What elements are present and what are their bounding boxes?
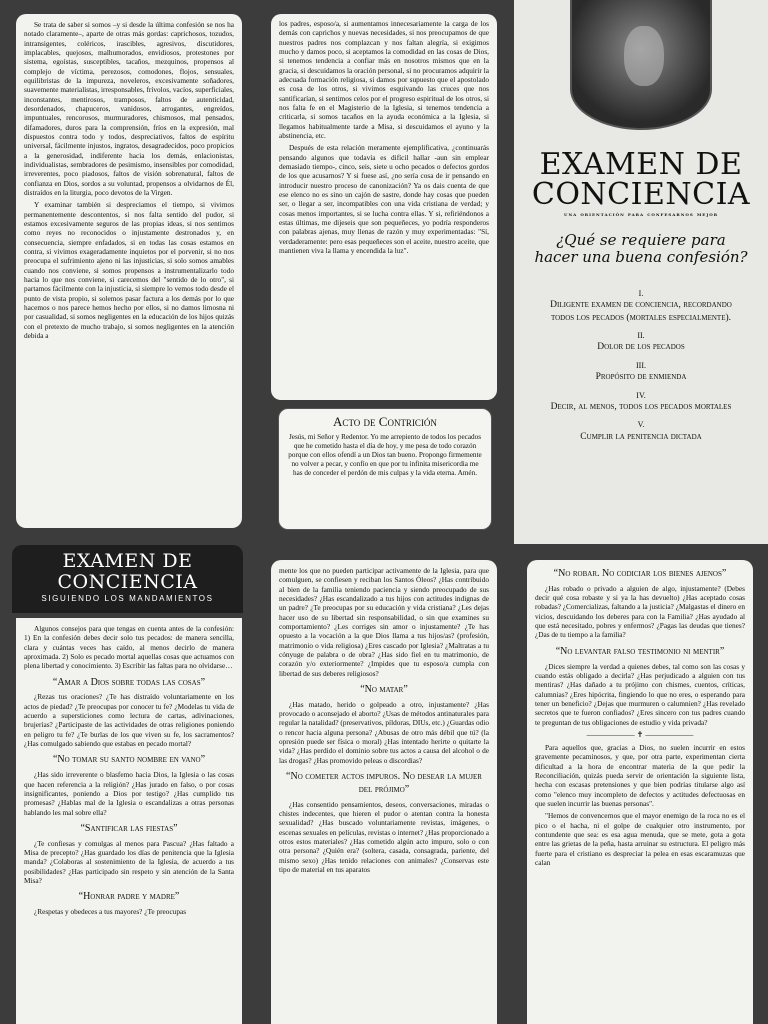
paragraph: ¿Respetas y obedeces a tus mayores? ¿Te preocupas [34,907,187,917]
text-panel-bottom-left [16,618,242,1024]
paragraph: ¿Has sido irreverente o blasfemo hacia Dios, la Iglesia o las cosas que hacen referencia a la religión? ¿Has jurado en falso, o por cosas insignificantes, poniendo a Dios por testigo? ¿Has cumplido tus promesas? ¿Hablas mal de la Iglesia o escandalizas a otras personas hablando les mal sobre ella? [24,770,234,817]
commandment-heading: “No robar. No codiciar los bienes ajenos” [553,568,727,579]
commandment-heading: “No tomar su santo nombre en vano” [52,754,206,766]
paragraph: Y examinar también si despreciamos el tiempo, si vivimos permanentemente descontentos, si nos falta sentido del pudor, si estamos excesivamente seguros de las propias ideas, si nos sentimos como reyes no reconocidos o injustamente destronados y, en consecuencia, siempre enfadados, si en todas las cosas estamos en contra, si vivimos exageradamente inquietos por el porvenir, si no nos preocupa el sufrimiento ajeno ni las injusticias, si solo somos amables cuando nos conviene, si somos propensos a instrumentalizarlo todo hacia lo que nos conviene, si carecemos del "sentido de lo otro", si partamos fácilmente con la injusticia, si siempre lo vemos todo desde el punto de vista propio, si solemos pasar factura a los demás por lo que hacemos o nos parece hemos hecho por ellos, si no damos limosna ni por casualidad, si somos negligentes en la educación de los hijos quizás con el pretexto de mucho trabajo, si somos negligentes en la atención debida a [24,200,234,340]
paragraph: ¿Has robado o privado a alguien de algo, injustamente? (Debes decir qué cosa robaste y si ya la has devuelto) ¿Has aceptado cosas robadas? ¿Comercializas, faltando a la justicia? ¿Malgastas el dinero en vicios, descuidando los deberes para con la Familia? ¿Has ayudado al que está necesitado, pobres y enfermos? ¿Pagas las deudas que tienes? ¿Das de tu tiempo a la familia? [535,583,745,640]
cover-title [514,147,768,212]
paragraph: ¿Has matado, herido o golpeado a otro, injustamente? ¿Has provocado o aconsejado el aborto? ¿Usas de métodos antinaturales para regular la natalidad? (preservativos, píldoras, DIUs, etc.) ¿Guardas odio o rencor hacia alguna persona? ¿Abusas de otro más débil que tú? (la opresión puede ser física o moral) ¿Has intentado herirte o quitarte la vida? ¿Has perdido el dominio sobre tus actos a causa del alcohol o de las drogas? ¿Has promovido peleas o discordias? [279,699,489,765]
paragraph: mente los que no pueden participar activamente de la Iglesia, para que comulguen, se confiesen y reciban los Santos Óleos? ¿Has contribuido al bien de la familia teniendo paciencia y siendo preocupado de sus necesidades? ¿Has escandalizado a tus hijos con actitudes indignas de un padre? ¿Te preocupas por su educación y vida cristiana? ¿Les dejas hacer uso de su libertad sin responsabilidad, o sin que examines su comportamiento? ¿Les corriges sin amor o injustamente? ¿Te has opuesto a la vocación a la que Dios llama a tus hijos/as? (profesión, matrimonio o vida religiosa) ¿Eres cascado por Iglesia? ¿Maltratas a tu cónyuge de palabra o de obra? ¿Has sido fiel en tu matrimonio, de corazón y/o exteriormente? ¿Impides que tu esposo/a cumpla con libertad de sus deberes religiosos? [279,566,489,678]
step-number: II. [637,331,645,341]
step-number: I. [638,289,644,298]
commandments-banner [12,545,243,613]
paragraph: Se trata de saber si somos –y si desde la última confesión se nos ha notado claramente–, aparte de otras más gordas: caprichosos, tozudos, intransigentes, coléricos, irascibles, agresivos, discutidores, implacables, quejosos, malhumorados, envidiosos, protestones por sistema, egoístas, susceptibles, tacaños, mezquinos, propensos al complejo de víctima, perezosos, comodones, flojos, sensuales, equilibristas de la impureza, noveleros, excesivamente soñadores, suavemente materialistas, irresponsables, frívolos, vacíos, superficiales, inconstantes, mentirosos, tramposos, faltos de autenticidad, desordenados, chapuceros, vanidosos, arrogantes, engreídos, impuntuales, rencorosos, murmuradores, chismosos, mal pensados, difamadores, duros para la comprensión, fríos en la expresión, mal dispuestos contra todo y todos, despreciativos, faltos de espíritu universal, fácilmente injustos, ingratos, desagradecidos, poco propicios a la generosidad, indiferente hacia los demás, enlacionistas, individualistas, sembradores de pesimismo, insensibles por comodidad, irreverentes, poco piadosos, faltos de visión sobrenatural, faltos de confianza en Dios, sordos a su voluntad, propensos a olvidarnos de Él, distraídos en la liturgia, poco devotos de la Virgen. [24,20,234,197]
act-of-contrition-box [278,408,492,530]
intro-paragraph: Algunos consejos para que tengas en cuenta antes de la confesión: 1) En la confesión debes decir solo tus pecados: de manera sencilla, clara y cuántas veces has caído, al menos decirlo de manera aproximada. 2) Solo es pecado mortal aquellas cosas que actuamos con plena libertad y conocimiento. 3) Escribir las faltas para no olvidarse… [24,624,234,671]
cover-title-line1: EXAMEN DE [539,147,743,182]
step-text: Diligente examen de conciencia, recordando todos los pecados (mortales especialmente). [550,300,732,323]
text-panel-bottom-middle [271,560,497,1024]
cover-panel [514,0,768,544]
banner-title [12,551,243,592]
text-panel-top-middle [271,14,497,400]
commandment-heading: “Amar a Dios sobre todas las cosas” [52,676,206,688]
cover-question: ¿Qué se requiere para hacer una buena confesión? [534,231,748,266]
paragraph: "Hemos de convencernos que el mayor enemigo de la roca no es el pico o el hacha, ni el golpe de cualquier otro instrumento, por contundente que sea: es esa agua menuda, que se mete, gota a gota entre las grietas de la peña, hasta arruinar su estructura. El peligro más fuerte para el cristiano es despreciar la pelea en esas escaramuzas que calan [535,811,745,868]
step-number: IV. [636,390,646,400]
paragraph: ¿Dices siempre la verdad a quienes debes, tal como son las cosas y cuando estás obligado a decirla? ¿Has perjudicado a alguien con tus mentiras? ¿Has dañado a tu prójimo con chismes, cuentos, críticas, calumnias? ¿Eres hipócrita, fingiendo lo que no eres, o esperando para tener un beneficio? ¿Dejas que murmuren o calumnien? ¿Has revelado secretos que te fueron confiados? ¿Eres sincero con tus padres cuando te preguntan de tus obligaciones de estudio y vida privada? [535,661,745,727]
paragraph: Después de esta relación meramente ejemplificativa, ¿continuarás pensando algunos que todavía es difícil hallar -aun sin emplear demasiado tiempo-, cinco, seis, siete u ocho pecados o defectos gordos de los que acusarnos? Y si fuese así, ¿no sería cosa de ir pensando en introducir nuestro proceso de canonización? Ya os dais cuenta de que ese elenco no es sino un cajón de sastre, donde hay cosas que pueden ser, o llegar a ser, incompatibles con una vida cristiana de verdad; y cosas menos importantes, si se lucha contra ellas. Y si, refiriéndonos a estas últimas, me dijeseis que son pequeñeces, yo podría responderos con palabras ajenas, muy llenas de razón y muy experimentadas: "Sí, verdaderamente: pero esas pequeñeces son el aceite, nuestro aceite, que mantienen viva la llama y encendida la luz". [279,143,489,255]
paragraph: los padres, esposo/a, si aumentamos innecesariamente la carga de los demás con caprichos y nuevas necesidades, si nos preocupamos de que nuestros padres nos complazcan y nos faltan alegría, si exigimos mucho y damos poco, si aceptamos la comodidad en las cosas de Dios, si tenemos tendencia a confiar más en nosotros mismos que en la gracia, si descuidamos la oración personal, si no procuramos adquirir la adecuada formación religiosa, si damos por supuesto que el apostolado es cosa de los otros, si vivimos esquivando las cruces que nos santificarían, si sentimos celos por el progreso espiritual de los otros, si nos falta fe en el Magisterio de la Iglesia, si tenemos tendencia a criticarla, si somos tacaños en la ayuda económica a la Iglesia, si llegamos habitualmente tarde a Misa, si descuidamos el ayuno y la abstinencia, etc. [279,19,489,140]
paragraph: ¿Te confiesas y comulgas al menos para Pascua? ¿Has faltado a Misa de precepto? ¿Has guardado los días de penitencia que la Iglesia manda? ¿Colaboras al sostenimiento de la Iglesia, de acuerdo a tus posibilidades? ¿Has participado sin respeto y sin atención de la Santa Misa? [24,838,234,885]
commandment-heading: “No cometer actos impuros. No desear la mujer del prójimo” [286,771,482,795]
confession-steps [538,282,744,443]
banner-title-line1: EXAMEN DE [62,550,193,572]
act-of-contrition-title: Acto de Contrición [333,414,437,429]
banner-subtitle: SIGUIENDO LOS MANDAMIENTOS [41,594,214,604]
cover-tagline: una orientación para confesarnos mejor [563,211,719,218]
step-text: Propósito de enmienda [595,372,687,383]
step-text: Dolor de los pecados [597,342,685,353]
paragraph: ¿Rezas tus oraciones? ¿Te has distraído voluntariamente en los actos de piedad? ¿Te preocupas por conocer tu fe? ¿Modelas tu vida de acuerdo a supersticiones como lectura de cartas, adivinaciones, brujerías? ¿Participaste de las actividades de otras religiones poniendo en peligro tu fe? ¿Te burlas de los que viven su fe, los sacramentos? ¿Has comulgado sabiendo que estabas en pecado mortal? [24,692,234,749]
step-number: III. [636,360,646,370]
step-text: Decir, al menos, todos los pecados mortales [550,401,732,412]
commandment-heading: “No levantar falso testimonio ni mentir” [555,645,725,657]
commandment-heading: “Santificar las fiestas” [80,822,178,834]
text-panel-bottom-right [527,560,753,1024]
banner-title-line2: CONCIENCIA [57,570,198,593]
act-of-contrition-text: Jesús, mi Señor y Redentor. Yo me arrepiento de todos los pecados que he cometido hasta el día de hoy, y me pesa de todo corazón porque con ellos ofendí a un Dios tan bueno. Propongo firmemente no volver a pecar, y confío en que por tu infinita misericordia me has de conceder el perdón de mis culpas y la vida eterna. Amén. [288,433,482,477]
text-panel-top-left [16,14,242,528]
commandment-heading: “No matar” [360,683,408,695]
step-number: V. [637,420,645,430]
cross-divider: —————— ✝ —————— [586,729,694,739]
commandment-heading: “Honrar padre y madre” [78,891,180,903]
praying-hands-photo [570,0,712,130]
step-text: Cumplir la penitencia dictada [580,431,702,442]
cover-title-line2: CONCIENCIA [531,177,751,212]
paragraph: ¿Has consentido pensamientos, deseos, conversaciones, miradas o chistes indecentes, que hieren el pudor o atentan contra la honesta sexualidad? ¿Has buscado voluntariamente revistas, imágenes, o escenas sexuales en películas, revistas o internet? ¿Has proporcionado a otros estos materiales? ¿Has cometido algún acto impuro, solo o con otra persona? ¿Quién era? (soltera, casada, consagrada, pariente, del mismo sexo) ¿Has tenido relaciones con animales? ¿Conservas este tipo de material en tus aparatos [279,799,489,874]
paragraph: Para aquellos que, gracias a Dios, no suelen incurrir en estos gravemente pecaminosos, y que, por otra parte, experimentan cierta dificultad a la hora de encontrar materia de la que pedir la Reconciliación, quizás pueda servir de orientación la siguiente lista, hecha con escasas pretensiones y que bien podrías titularse algo así como "elenco muy incompleto de defectos y actitudes defectuosas en que suelen incurrir las buenas personas". [535,743,745,809]
